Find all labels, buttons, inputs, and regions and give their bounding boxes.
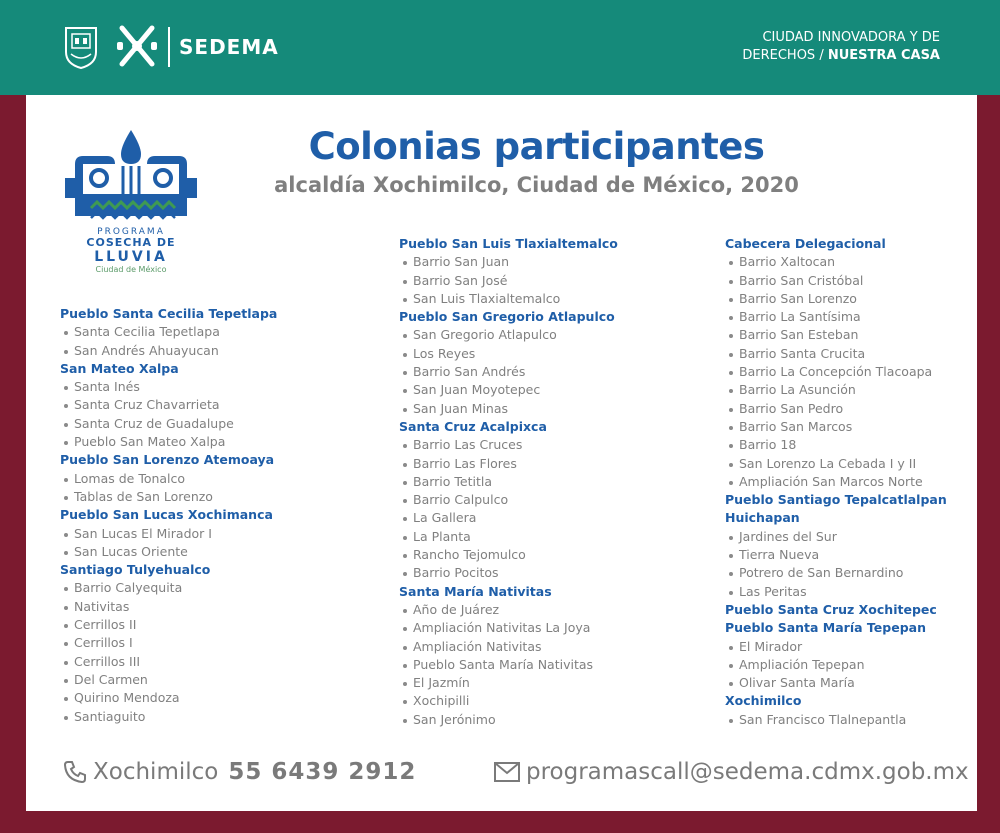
list-item: Año de Juárez [399,601,618,619]
logo-line-3: LLUVIA [94,249,168,265]
list-item: Barrio Santa Crucita [725,345,947,363]
group-title: Pueblo San Lorenzo Atemoaya [60,452,275,468]
colonia-group [60,360,277,451]
list-item: Pueblo Santa María Nativitas [399,656,618,674]
logo-line-4: Ciudad de México [95,265,167,274]
phone-number[interactable]: 55 6439 2912 [228,759,417,785]
logo-line-2: COSECHA DE [86,236,176,249]
mail-icon [494,762,520,782]
list-item: Barrio San Esteban [725,326,947,344]
colonia-group [60,506,277,561]
list-item: Del Carmen [60,671,277,689]
list-item: San Lorenzo La Cebada I y II [725,455,947,473]
list-item: Barrio Pocitos [399,564,618,582]
list-item: El Mirador [725,638,947,656]
header-divider [168,27,170,67]
list-item: Ampliación Nativitas [399,638,618,656]
list-item: San Andrés Ahuayucan [60,342,277,360]
list-item: Ampliación San Marcos Norte [725,473,947,491]
list-item: Nativitas [60,598,277,616]
group-title: Pueblo San Luis Tlaxialtemalco [399,236,618,251]
list-item: Las Peritas [725,583,947,601]
list-item: Barrio San Cristóbal [725,272,947,290]
group-title: Santiago Tulyehualco [60,562,211,578]
list-item: Santa Cecilia Tepetlapa [60,323,277,341]
colonia-group [399,418,618,583]
header-bar [0,0,1000,95]
colonia-group [725,619,947,692]
slogan-line-2-a: DERECHOS / [742,48,828,63]
colonia-group [725,601,947,619]
list-item: Barrio San Juan [399,253,618,271]
list-item: Cerrillos III [60,653,277,671]
list-item: Barrio San Marcos [725,418,947,436]
column-2 [399,235,618,729]
list-item: Tablas de San Lorenzo [60,488,277,506]
list-item: La Planta [399,528,618,546]
list-item: Ampliación Tepepan [725,656,947,674]
list-item: San Lucas El Mirador I [60,525,277,543]
slogan-line-2 [742,47,940,65]
header-slogan [742,29,940,65]
colonia-group [725,235,947,491]
slogan-line-2-b: NUESTRA CASA [827,48,940,63]
group-title: San Mateo Xalpa [60,360,179,376]
list-item: Santa Cruz Chavarrieta [60,396,277,414]
cdmx-logo-icon [114,20,160,72]
list-item: Barrio Las Flores [399,455,618,473]
list-item: Barrio San Pedro [725,400,947,418]
list-item: San Francisco Tlalnepantla [725,711,947,729]
group-title: Pueblo Santa Cruz Xochitepec [725,601,937,617]
group-title: Santa María Nativitas [399,583,552,599]
list-item: Barrio Tetitla [399,473,618,491]
list-item: San Juan Minas [399,400,618,418]
list-item: Barrio Xaltocan [725,253,947,271]
list-item: San Juan Moyotepec [399,381,618,399]
group-title: Xochimilco [725,693,802,709]
phone-icon [63,760,87,784]
program-logo-text [61,227,201,274]
page-title: Colonias participantes [308,125,765,168]
list-item: Lomas de Tonalco [60,470,277,488]
email-address[interactable]: programascall@sedema.cdmx.gob.mx [526,759,969,785]
group-title: Santa Cruz Acalpixca [399,418,547,434]
list-item: Barrio Calpulco [399,491,618,509]
list-item: Barrio Las Cruces [399,436,618,454]
list-item: San Jerónimo [399,711,618,729]
list-item: Barrio San Andrés [399,363,618,381]
colonia-group [725,491,947,509]
list-item: Jardines del Sur [725,528,947,546]
group-title: Pueblo Santa Cecilia Tepetlapa [60,306,278,321]
colonia-group [399,583,618,729]
list-item: El Jazmín [399,674,618,692]
sedema-brand: SEDEMA [179,35,279,59]
list-item: Quirino Mendoza [60,689,277,707]
list-item: Barrio San José [399,272,618,290]
footer-email [494,759,969,785]
list-item: Olivar Santa María [725,674,947,692]
list-item: Ampliación Nativitas La Joya [399,619,618,637]
list-item: Barrio San Lorenzo [725,290,947,308]
list-item: Potrero de San Bernardino [725,564,947,582]
slogan-line-1: CIUDAD INNOVADORA Y DE [762,30,940,45]
footer-phone [63,759,416,785]
colonia-group [60,561,277,726]
list-item: Cerrillos II [60,616,277,634]
colonia-group [725,692,947,729]
list-item: Santa Inés [60,378,277,396]
list-item: Barrio La Santísima [725,308,947,326]
group-title: Pueblo Santa María Tepepan [725,620,926,636]
colonia-group [399,235,618,308]
list-item: San Gregorio Atlapulco [399,326,618,344]
logo-line-1: PROGRAMA [97,227,165,237]
list-item: Los Reyes [399,345,618,363]
colonia-group [399,308,618,418]
colonia-group [60,305,277,360]
list-item: Tierra Nueva [725,546,947,564]
list-item: San Lucas Oriente [60,543,277,561]
colonia-group [60,451,277,506]
cdmx-crest-icon [63,24,99,70]
list-item: Barrio La Asunción [725,381,947,399]
colonia-group [725,509,947,600]
list-item: Barrio Calyequita [60,579,277,597]
column-1 [60,305,277,726]
page-subtitle: alcaldía Xochimilco, Ciudad de México, 2020 [274,173,799,197]
list-item: Rancho Tejomulco [399,546,618,564]
group-title: Pueblo San Lucas Xochimanca [60,507,273,523]
group-title: Pueblo San Gregorio Atlapulco [399,309,615,325]
column-3 [725,235,947,729]
list-item: Cerrillos I [60,634,277,652]
list-item: Santa Cruz de Guadalupe [60,415,277,433]
phone-label: Xochimilco [93,759,219,785]
list-item: Barrio 18 [725,436,947,454]
list-item: Barrio La Concepción Tlacoapa [725,363,947,381]
group-title: Cabecera Delegacional [725,236,886,251]
list-item: La Gallera [399,509,618,527]
list-item: Santiaguito [60,708,277,726]
content-card [26,95,977,811]
list-item: Xochipilli [399,692,618,710]
list-item: San Luis Tlaxialtemalco [399,290,618,308]
list-item: Pueblo San Mateo Xalpa [60,433,277,451]
group-title: Huichapan [725,510,800,526]
group-title: Pueblo Santiago Tepalcatlalpan [725,492,947,508]
